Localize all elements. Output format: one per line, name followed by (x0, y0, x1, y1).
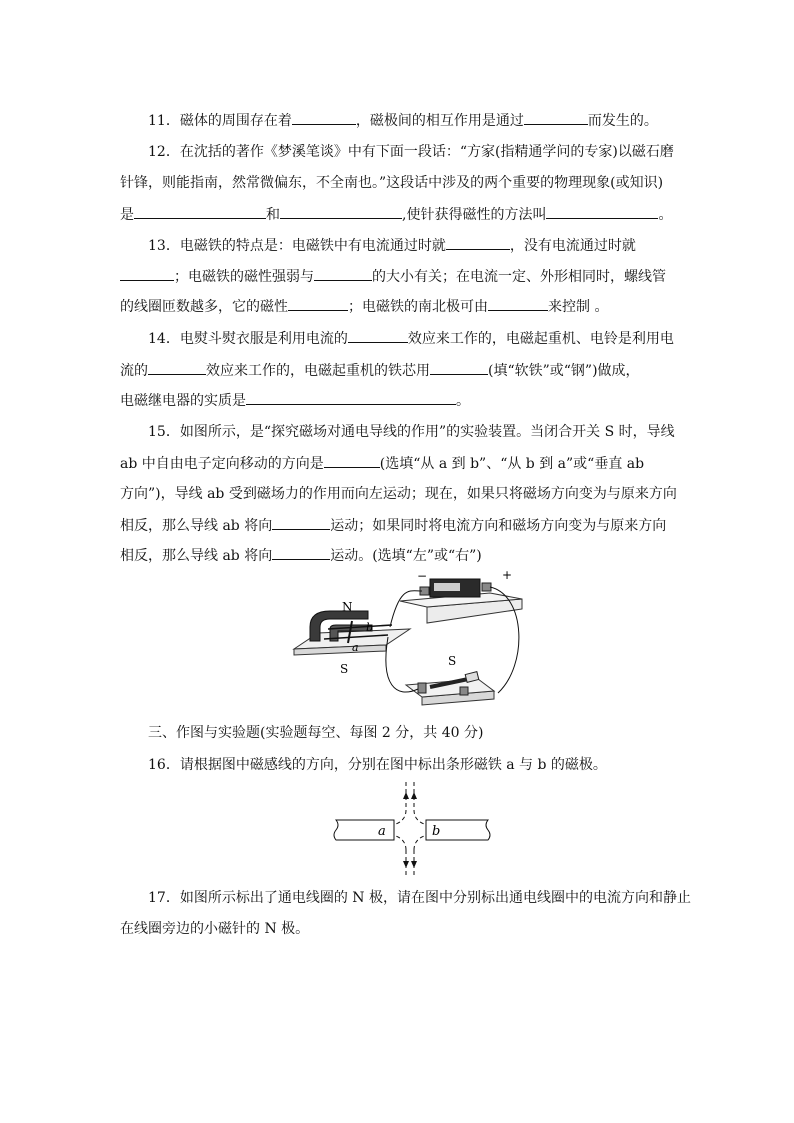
blank[interactable] (272, 545, 330, 560)
blank[interactable] (148, 360, 206, 375)
blank[interactable] (348, 328, 408, 343)
section-title: 三、作图与实验题(实验题每空、每图 2 分，共 40 分) (148, 725, 484, 741)
blank[interactable] (446, 235, 510, 250)
field-arrow-icons (403, 792, 417, 868)
blank[interactable] (314, 266, 372, 281)
blank[interactable] (288, 296, 348, 311)
blank[interactable] (324, 453, 380, 468)
blank[interactable] (272, 515, 330, 530)
q13-line2: ；电磁铁的磁性强弱与 的大小有关；在电流一定、外形相同时，螺线管 (120, 266, 666, 287)
q12-line3: 是 和 ,使针获得磁性的方法叫 。 (120, 204, 672, 225)
q15-line5: 相反，那么导线 ab 将向 运动。(选填“左”或“右”) (120, 545, 482, 566)
switch-label: S (448, 654, 457, 668)
blank[interactable] (546, 204, 658, 219)
blank[interactable] (134, 204, 266, 219)
b-label: b (366, 621, 374, 634)
blank[interactable] (120, 266, 174, 281)
blank[interactable] (488, 296, 548, 311)
field-lines (396, 782, 424, 878)
q15-line1: 15．如图所示，是“探究磁场对通电导线的作用”的实验装置。当闭合开关 S 时，导线 (148, 424, 675, 440)
blank[interactable] (246, 390, 456, 405)
q14-line2: 流的 效应来工作的，电磁起重机的铁芯用 (填“软铁”或“钢”)做成， (120, 360, 640, 381)
q14-line1: 14．电熨斗熨衣服是利用电流的 效应来工作的，电磁起重机、电铃是利用电 (148, 328, 674, 349)
q12-line2: 针锋，则能指南，然常微偏东，不全南也。”这段话中涉及的两个重要的物理现象(或知识) (120, 175, 664, 191)
fig15-apparatus (290, 565, 540, 715)
q13-line1: 13．电磁铁的特点是：电磁铁中有电流通过时就 ，没有电流通过时就 (148, 235, 636, 256)
a-label: a (352, 641, 359, 654)
blank[interactable] (280, 204, 402, 219)
blank[interactable] (430, 360, 488, 375)
blank[interactable] (292, 110, 356, 125)
q15-line4: 相反，那么导线 ab 将向 运动；如果同时将电流方向和磁场方向变为与原来方向 (120, 515, 666, 536)
s-pole-label: S (340, 662, 349, 676)
q14-line3: 电磁继电器的实质是 。 (120, 390, 470, 411)
wire-top (390, 591, 422, 627)
q16-text: 16．请根据图中磁感线的方向，分别在图中标出条形磁铁 a 与 b 的磁极。 (148, 757, 607, 773)
magnet-b-label: b (432, 824, 441, 839)
q11-line1: 11．磁体的周围存在着 ，磁极间的相互作用是通过 而发生的。 (148, 110, 658, 131)
fig16-bar-magnets (330, 780, 495, 880)
q17-line1: 17．如图所示标出了通电线圈的 N 极，请在图中分别标出通电线圈中的电流方向和静止 (148, 890, 691, 906)
q15-line2: ab 中自由电子定向移动的方向是 (选填“从 a 到 b”、“从 b 到 a”或“垂直 ab (120, 453, 644, 474)
blank[interactable] (524, 110, 588, 125)
q13-line3: 的线圈匝数越多，它的磁性 ；电磁铁的南北极可由 来控制 。 (120, 296, 608, 317)
q17-line2: 在线圈旁边的小磁针的 N 极。 (120, 921, 310, 937)
magnet-a-label: a (378, 824, 386, 839)
q15-line3: 方向”)，导线 ab 受到磁场力的作用而向左运动；现在，如果只将磁场方向变为与原来方向 (120, 486, 677, 502)
q12-line1: 12．在沈括的著作《梦溪笔谈》中有下面一段话：“方家(指精通学问的专家)以磁石磨 (148, 144, 674, 160)
wire-bottom (386, 637, 418, 692)
minus-label: − (417, 569, 428, 583)
plus-label: + (502, 568, 513, 582)
n-pole-label: N (342, 600, 353, 614)
